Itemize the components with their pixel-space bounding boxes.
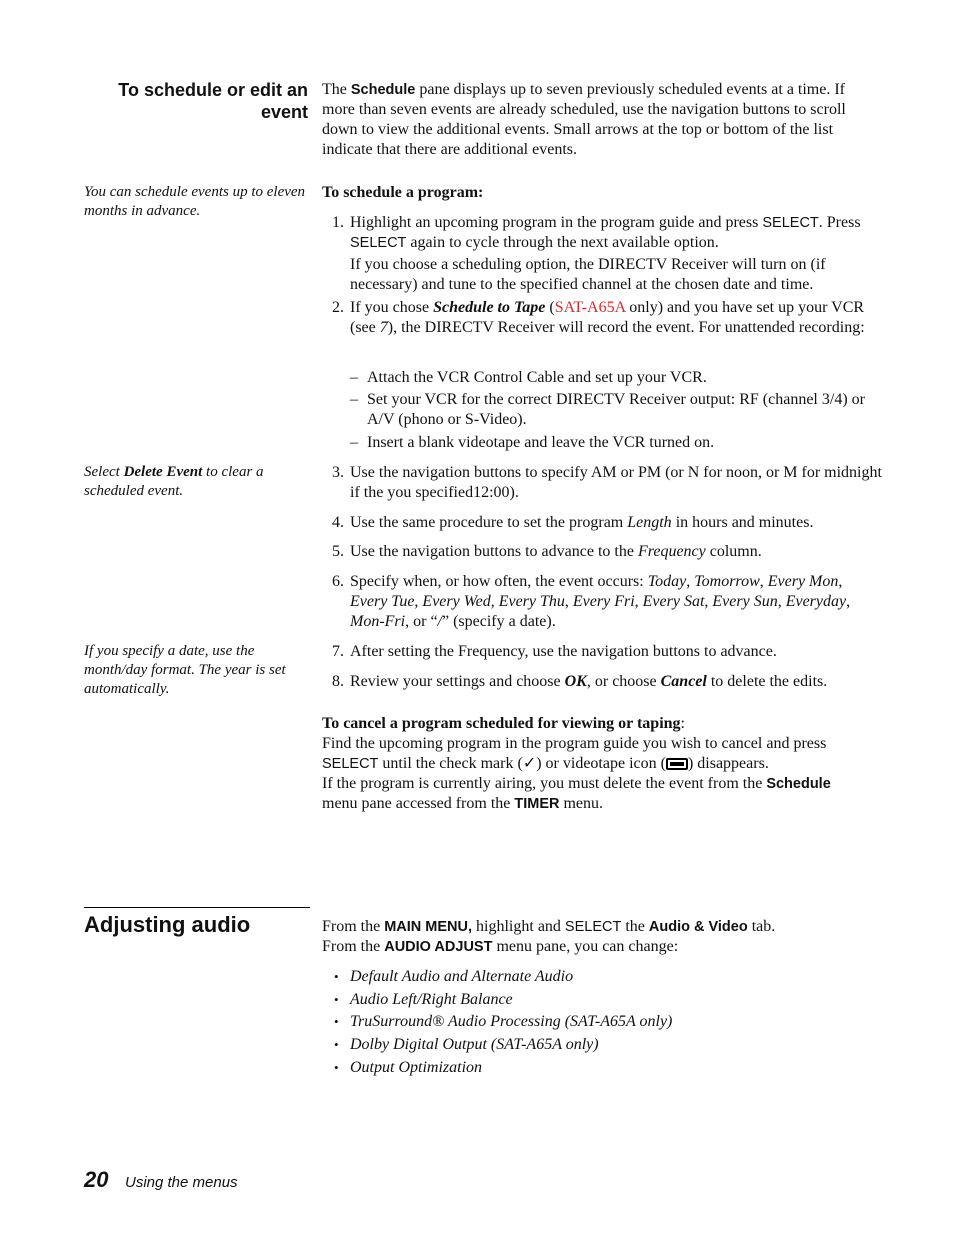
audio-text: the bbox=[621, 918, 649, 935]
audio-option: Output Optimization bbox=[350, 1059, 483, 1076]
intro-keyword-schedule: Schedule bbox=[350, 82, 416, 98]
cancel-line-1: Find the upcoming program in the program guide you wish to cancel and press bbox=[322, 735, 827, 752]
step-text: to delete the edits. bbox=[706, 673, 828, 690]
keyword-main-menu: MAIN MENU, bbox=[384, 919, 473, 935]
step-number: 3. bbox=[332, 464, 344, 481]
day-option: Every Sat bbox=[642, 593, 705, 610]
audio-option: TruSurround® Audio Processing (SAT-A65A only) bbox=[350, 1013, 673, 1030]
cancel-heading: To cancel a program scheduled for viewing or taping bbox=[322, 715, 681, 732]
step-text: , or choose bbox=[586, 673, 661, 690]
day-option: Every Fri bbox=[572, 593, 635, 610]
keyword-cancel: Cancel bbox=[660, 673, 707, 690]
step-text: column. bbox=[705, 543, 762, 560]
step-7 bbox=[322, 642, 882, 662]
cancel-text: menu pane accessed from the bbox=[322, 795, 515, 812]
step-number: 7. bbox=[332, 643, 344, 660]
dash-marker: – bbox=[350, 369, 358, 386]
keyword-audio-video: Audio & Video bbox=[648, 919, 748, 935]
step-number: 1. bbox=[332, 214, 344, 231]
intro-text-a: The bbox=[322, 81, 351, 98]
step-text: ( bbox=[545, 299, 555, 316]
audio-option: Default Audio and Alternate Audio bbox=[350, 968, 574, 985]
step-text: ” (specify a date). bbox=[442, 613, 556, 630]
audio-option: Audio Left/Right Balance bbox=[350, 991, 513, 1008]
keyword-ok: OK bbox=[564, 673, 587, 690]
page-number: 20 bbox=[84, 1167, 109, 1192]
step-text: Highlight an upcoming program in the program guide and press bbox=[350, 214, 763, 231]
step-8 bbox=[322, 672, 882, 692]
keyword-frequency: Frequency bbox=[637, 543, 706, 560]
cancel-heading-colon: : bbox=[680, 715, 685, 732]
section-divider bbox=[84, 907, 310, 908]
sub-item-text: Attach the VCR Control Cable and set up your VCR. bbox=[367, 369, 707, 386]
margin-note-delete bbox=[84, 463, 306, 501]
intro-paragraph bbox=[322, 80, 874, 160]
cancel-text: If the program is currently airing, you must delete the event from the bbox=[322, 775, 767, 792]
videotape-icon bbox=[666, 758, 688, 770]
step-2 bbox=[322, 298, 882, 338]
footer-section-title: Using the menus bbox=[125, 1174, 238, 1191]
day-option: Today bbox=[647, 573, 687, 590]
step-text: , or “ bbox=[405, 613, 438, 630]
cancel-text: ) disappears. bbox=[687, 755, 769, 772]
margin-note-advance: You can schedule events up to eleven months in advance. bbox=[84, 184, 306, 219]
cancel-text: menu. bbox=[559, 795, 604, 812]
bullet-icon: • bbox=[334, 1014, 339, 1029]
intro-text-b: pane displays up to seven previously scheduled events at a time. If more than seven events are already scheduled, use the navigation buttons to scroll down to view the additional events. Small arrows at the top or bottom of the list indicate that there are additional events. bbox=[322, 81, 846, 158]
step-text: . Press bbox=[818, 214, 861, 231]
dash-marker: – bbox=[350, 434, 358, 451]
audio-text: From the bbox=[322, 938, 385, 955]
sub-item-text: Set your VCR for the correct DIRECTV Receiver output: RF (channel 3/4) or A/V (phono or S-Video). bbox=[367, 391, 865, 428]
audio-section-body bbox=[322, 917, 874, 1087]
audio-text: tab. bbox=[747, 918, 776, 935]
cancel-text: until the check mark ( bbox=[378, 755, 523, 772]
keyword-select: SELECT bbox=[350, 235, 407, 251]
keyword-schedule-to-tape: Schedule to Tape bbox=[433, 299, 546, 316]
step-text: Review your settings and choose bbox=[350, 673, 565, 690]
adjusting-audio-heading: Adjusting audio bbox=[84, 912, 251, 937]
keyword-schedule: Schedule bbox=[766, 776, 831, 792]
step-text: Use the navigation buttons to specify AM or PM (or N for noon, or M for midnight if the you specified12:00). bbox=[350, 464, 882, 501]
bullet-icon: • bbox=[334, 969, 339, 984]
bullet-icon: • bbox=[334, 1037, 339, 1052]
step-text: If you chose bbox=[350, 299, 434, 316]
cancel-procedure bbox=[322, 714, 874, 814]
dash-marker: – bbox=[350, 391, 358, 408]
day-option: Every Sun bbox=[712, 593, 778, 610]
margin-note-date: If you specify a date, use the month/day format. The year is set automatically. bbox=[84, 643, 286, 697]
step-text: again to cycle through the next available option. bbox=[406, 234, 719, 251]
step-text: Use the navigation buttons to advance to the bbox=[350, 543, 638, 560]
cancel-text: ) or videotape icon ( bbox=[536, 755, 666, 772]
step-number: 6. bbox=[332, 573, 344, 590]
keyword-select: SELECT bbox=[564, 919, 622, 935]
step-text: After setting the Frequency, use the navigation buttons to advance. bbox=[350, 643, 777, 660]
section-heading-line2: event bbox=[260, 102, 308, 122]
audio-text: From the bbox=[322, 918, 385, 935]
day-option: Every Tue bbox=[350, 593, 415, 610]
step-text: in hours and minutes. bbox=[671, 514, 814, 531]
audio-text: menu pane, you can change: bbox=[492, 938, 679, 955]
check-mark-icon: ✓ bbox=[522, 755, 537, 772]
keyword-select: SELECT bbox=[322, 756, 379, 772]
date-slash: / bbox=[437, 613, 442, 630]
model-link[interactable]: SAT-A65A bbox=[554, 299, 626, 316]
keyword-timer: TIMER bbox=[514, 796, 560, 812]
audio-option: Dolby Digital Output (SAT-A65A only) bbox=[350, 1036, 599, 1053]
note-text-b: to clear a scheduled event. bbox=[84, 464, 264, 499]
day-option: Everyday bbox=[785, 593, 847, 610]
step-number: 2. bbox=[332, 299, 344, 316]
sub-item-text: Insert a blank videotape and leave the VCR turned on. bbox=[367, 434, 715, 451]
step-text: Specify when, or how often, the event occurs: bbox=[350, 573, 648, 590]
step-number: 5. bbox=[332, 543, 344, 560]
day-option: Every Thu bbox=[498, 593, 565, 610]
step-4 bbox=[322, 513, 882, 533]
step-text: only) and you have set up your VCR (see bbox=[350, 299, 865, 336]
step-text: Use the same procedure to set the program bbox=[350, 514, 628, 531]
step-number: 8. bbox=[332, 673, 344, 690]
step-3 bbox=[322, 463, 882, 503]
section-heading-line1: To schedule or edit an bbox=[118, 80, 308, 100]
day-option: Every Wed bbox=[422, 593, 491, 610]
keyword-length: Length bbox=[627, 514, 672, 531]
step-1 bbox=[322, 213, 882, 295]
bullet-icon: • bbox=[334, 1060, 339, 1075]
step-5 bbox=[322, 542, 882, 562]
step-6: 6. Specify when, or how often, the event occurs: Today, Tomorrow, Every Mon, Every Tue, Every Wed, Every Thu, Every Fri, Every Sat, Every Sun, Everyday, Mon-Fri, or “/” (specify a date). bbox=[322, 572, 882, 632]
day-option: Tomorrow bbox=[694, 573, 760, 590]
page-reference: 7 bbox=[379, 319, 388, 336]
day-option: Every Mon bbox=[767, 573, 839, 590]
audio-text: highlight and bbox=[472, 918, 565, 935]
schedule-procedure-heading bbox=[322, 183, 874, 203]
note-text-a: Select bbox=[84, 464, 124, 480]
step-number: 4. bbox=[332, 514, 344, 531]
section-heading-schedule bbox=[68, 79, 308, 123]
step-1-detail: If you choose a scheduling option, the DIRECTV Receiver will turn on (if necessary) and tune to the specified channel at the chosen date and time. bbox=[350, 256, 826, 293]
note-keyword-delete-event: Delete Event bbox=[123, 464, 203, 480]
bullet-icon: • bbox=[334, 992, 339, 1007]
schedule-heading-text: To schedule a program: bbox=[322, 184, 484, 201]
day-option: Mon-Fri bbox=[350, 613, 406, 630]
keyword-audio-adjust: AUDIO ADJUST bbox=[384, 939, 493, 955]
keyword-select: SELECT bbox=[762, 215, 819, 231]
step-text: ), the DIRECTV Receiver will record the event. For unattended recording: bbox=[387, 319, 865, 336]
